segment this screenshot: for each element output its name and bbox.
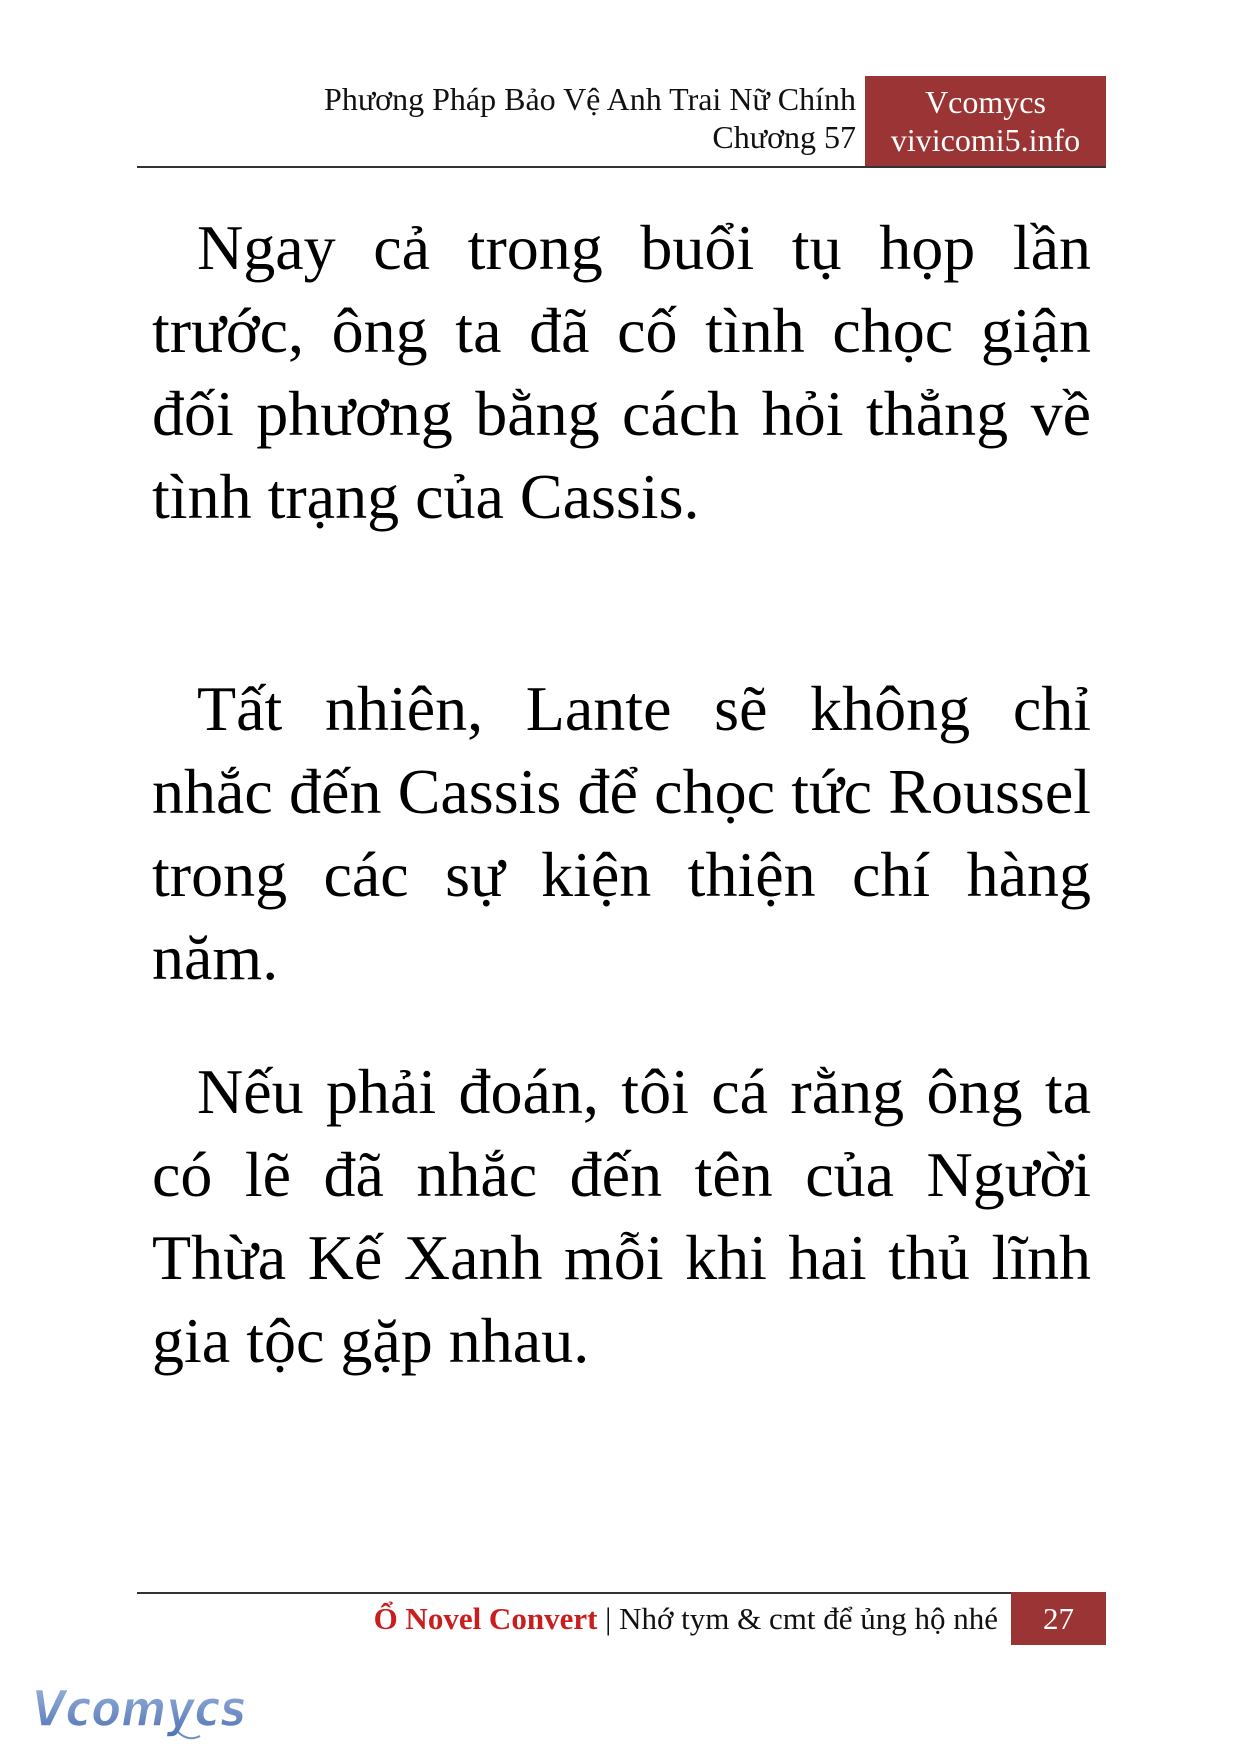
header-divider: [137, 166, 1106, 168]
chapter-label: Chương 57: [712, 119, 856, 155]
logo-wordmark: Vcomycs: [32, 1680, 246, 1738]
vcomycs-logo: [28, 1672, 254, 1744]
footer-message: Nhớ tym & cmt để ủng hộ nhé: [619, 1601, 998, 1636]
footer-separator: |: [597, 1601, 620, 1636]
running-header: [324, 80, 856, 156]
badge-site-name: Vcomycs: [925, 84, 1046, 120]
body-paragraph: Tất nhiên, Lante sẽ không chỉ nhắc đến Cassis để chọc tức Roussel trong các sự kiện thiện chí hàng năm.: [152, 673, 1091, 993]
body-paragraph: Nếu phải đoán, tôi cá rằng ông ta có lẽ đã nhắc đến tên của Người Thừa Kế Xanh mỗi khi hai thủ lĩnh gia tộc gặp nhau.: [152, 1056, 1091, 1376]
page-number: 27: [1011, 1592, 1106, 1645]
site-badge: [865, 76, 1106, 167]
badge-site-url: vivicomi5.info: [890, 122, 1081, 158]
footer-brand: Ổ Novel Convert: [373, 1601, 598, 1636]
footer-divider: [137, 1592, 1106, 1594]
footer-note: [374, 1596, 998, 1642]
body-paragraph: Ngay cả trong buổi tụ họp lần trước, ông ta đã cố tình chọc giận đối phương bằng cách hỏi thẳng về tình trạng của Cassis.: [152, 212, 1091, 532]
book-title: Phương Pháp Bảo Vệ Anh Trai Nữ Chính: [324, 81, 856, 117]
